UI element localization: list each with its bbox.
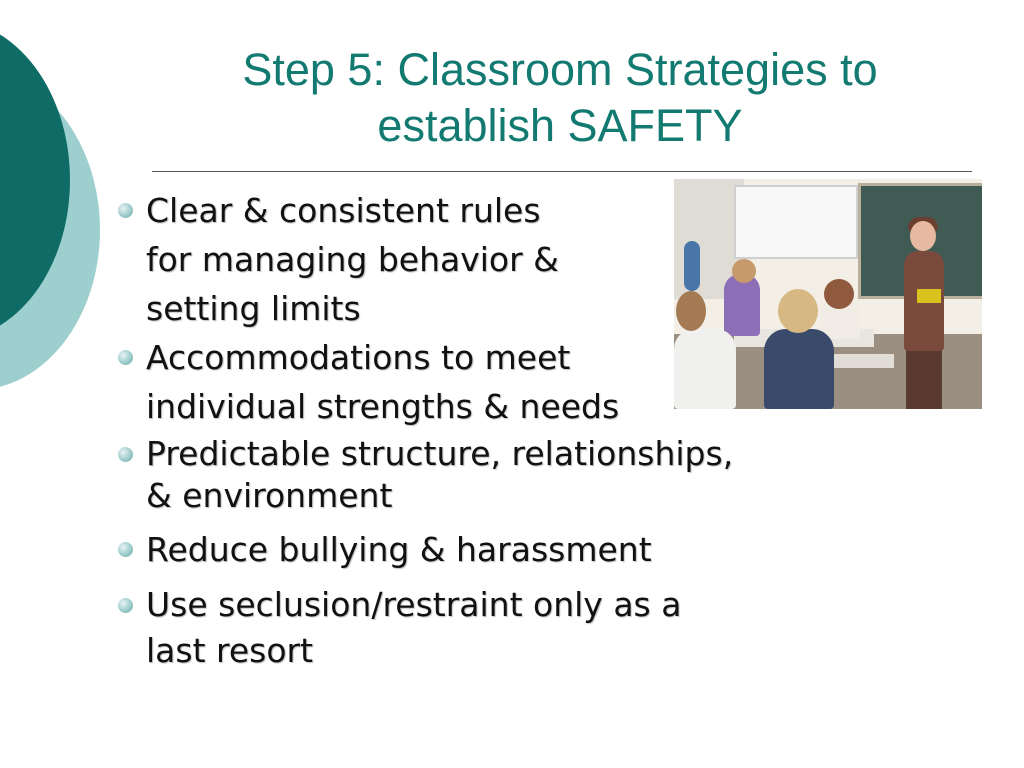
bullet-dot-icon (118, 447, 133, 462)
bullet-line: Predictable structure, relationships, (146, 434, 734, 473)
bullet-item (116, 582, 876, 674)
bullet-line: Clear & consistent rules (146, 191, 541, 230)
bullet-line: last resort (146, 631, 314, 670)
bullet-item (116, 186, 686, 333)
bullet-line: for managing behavior & (146, 240, 559, 279)
bullet-item (116, 525, 876, 574)
title-divider (152, 171, 972, 172)
bullet-item (116, 333, 686, 431)
bullet-line: individual strengths & needs (146, 387, 620, 426)
bullet-line: Use seclusion/restraint only as a (146, 585, 682, 624)
slide-title-line-1: Step 5: Classroom Strategies to (242, 44, 878, 95)
bullet-dot-icon (118, 350, 133, 365)
bullet-line: Accommodations to meet (146, 338, 571, 377)
bullet-line: setting limits (146, 289, 361, 328)
bullet-item (116, 433, 876, 517)
bullet-list (116, 186, 876, 674)
slide-title-line-2: establish SAFETY (377, 100, 743, 151)
bullet-dot-icon (118, 542, 133, 557)
bullet-line: & environment (146, 476, 393, 515)
bullet-dot-icon (118, 598, 133, 613)
bullet-dot-icon (118, 203, 133, 218)
bullet-line: Reduce bullying & harassment (146, 530, 652, 569)
slide-title (150, 42, 970, 154)
